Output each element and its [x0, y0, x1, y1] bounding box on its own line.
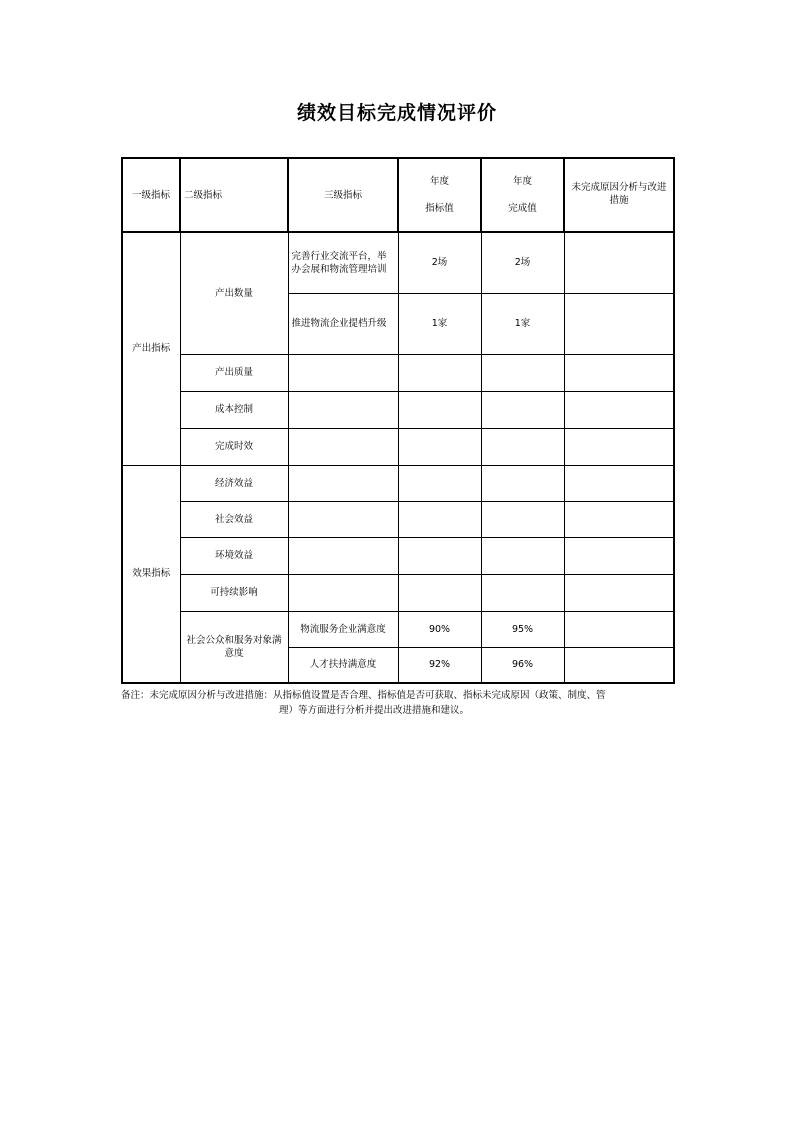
header-level1: 一级指标	[122, 158, 180, 232]
reason-quality	[564, 354, 674, 391]
actual-social	[481, 501, 564, 537]
target-sustainable	[398, 574, 481, 611]
page-title: 绩效目标完成情况评价	[296, 102, 497, 124]
level2-timeliness: 完成时效	[180, 428, 288, 465]
target-environment	[398, 537, 481, 574]
indicator-logistics-sat: 物流服务企业满意度	[288, 611, 398, 647]
level2-social: 社会效益	[180, 501, 288, 537]
reason-sustainable	[564, 574, 674, 611]
target-talent-sat: 92%	[398, 647, 481, 683]
target-cost	[398, 391, 481, 428]
reason-social	[564, 501, 674, 537]
reason-economic	[564, 465, 674, 501]
indicator-social	[288, 501, 398, 537]
level2-environment: 环境效益	[180, 537, 288, 574]
level2-quality: 产出质量	[180, 354, 288, 391]
reason-logistics-sat	[564, 611, 674, 647]
table-row	[122, 537, 674, 574]
header-target-bottom: 指标值	[425, 203, 454, 214]
reason-environment	[564, 537, 674, 574]
footnote-line2: 理）等方面进行分析并提出改进措施和建议。	[279, 705, 470, 716]
actual-upgrade: 1家	[481, 293, 564, 354]
actual-platform: 2场	[481, 232, 564, 293]
actual-logistics-sat: 95%	[481, 611, 564, 647]
indicator-timeliness	[288, 428, 398, 465]
actual-quality	[481, 354, 564, 391]
reason-talent-sat	[564, 647, 674, 683]
footnote	[121, 688, 673, 718]
actual-talent-sat: 96%	[481, 647, 564, 683]
target-logistics-sat: 90%	[398, 611, 481, 647]
actual-timeliness	[481, 428, 564, 465]
target-upgrade: 1家	[398, 293, 481, 354]
table-row	[122, 465, 674, 501]
indicator-cost	[288, 391, 398, 428]
header-row	[122, 158, 674, 232]
table-row	[122, 428, 674, 465]
reason-cost	[564, 391, 674, 428]
target-quality	[398, 354, 481, 391]
table-row	[122, 574, 674, 611]
actual-cost	[481, 391, 564, 428]
reason-upgrade	[564, 293, 674, 354]
level2-satisfaction: 社会公众和服务对象满意度	[180, 611, 288, 683]
target-timeliness	[398, 428, 481, 465]
indicator-environment	[288, 537, 398, 574]
header-level3: 三级指标	[288, 158, 398, 232]
level2-sustainable: 可持续影响	[180, 574, 288, 611]
group-output: 产出指标	[122, 232, 180, 465]
header-target	[398, 158, 481, 232]
header-target-top: 年度	[429, 176, 449, 187]
indicator-platform: 完善行业交流平台，举办会展和物流管理培训	[288, 232, 398, 293]
header-reason: 未完成原因分析与改进措施	[564, 158, 674, 232]
indicator-sustainable	[288, 574, 398, 611]
table-row	[122, 391, 674, 428]
table-row	[122, 232, 674, 293]
header-actual-bottom: 完成值	[508, 203, 537, 214]
indicator-upgrade: 推进物流企业提档升级	[288, 293, 398, 354]
actual-environment	[481, 537, 564, 574]
performance-evaluation-table	[121, 157, 675, 684]
indicator-quality	[288, 354, 398, 391]
table-row	[122, 354, 674, 391]
header-actual	[481, 158, 564, 232]
actual-sustainable	[481, 574, 564, 611]
table-row	[122, 501, 674, 537]
group-effect: 效果指标	[122, 465, 180, 683]
target-social	[398, 501, 481, 537]
reason-timeliness	[564, 428, 674, 465]
header-actual-top: 年度	[512, 176, 532, 187]
table-row	[122, 611, 674, 647]
reason-platform	[564, 232, 674, 293]
level2-cost: 成本控制	[180, 391, 288, 428]
actual-economic	[481, 465, 564, 501]
indicator-talent-sat: 人才扶持满意度	[288, 647, 398, 683]
indicator-economic	[288, 465, 398, 501]
header-level2: 二级指标	[180, 158, 288, 232]
level2-quantity: 产出数量	[180, 232, 288, 354]
target-economic	[398, 465, 481, 501]
level2-economic: 经济效益	[180, 465, 288, 501]
footnote-line1: 备注：未完成原因分析与改进措施：从指标值设置是否合理、指标值是否可获取、指标未完成原因（政策、制度、管	[121, 690, 606, 701]
target-platform: 2场	[398, 232, 481, 293]
